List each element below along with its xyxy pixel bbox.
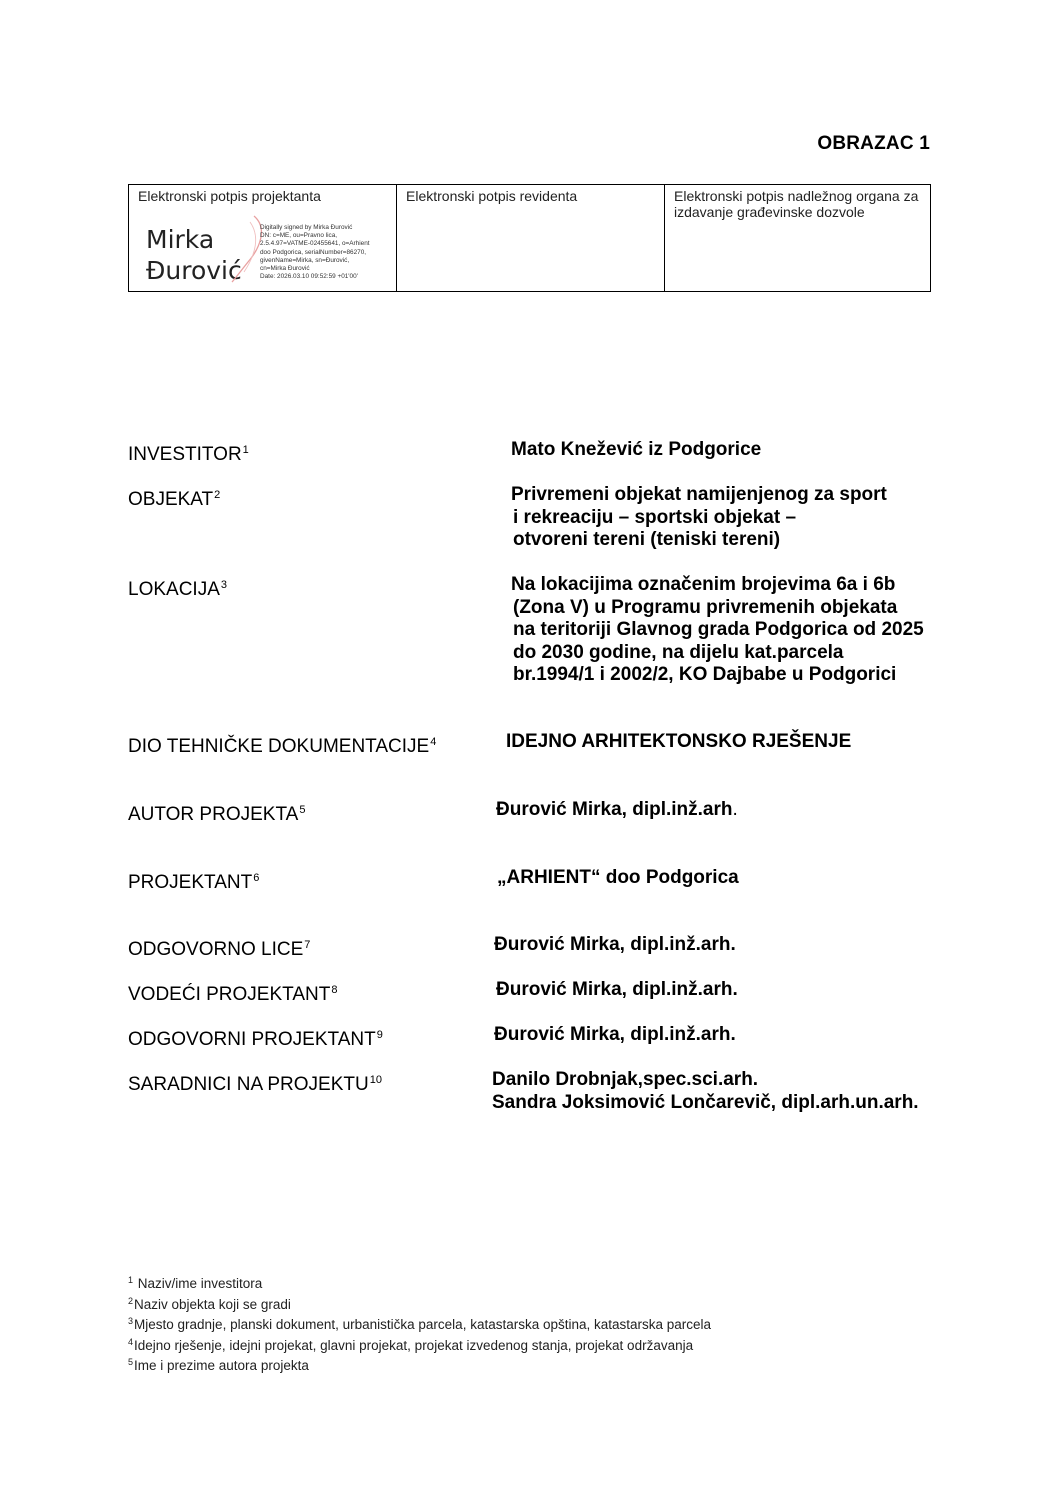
field-value: Đurović Mirka, dipl.inž.arh.	[496, 799, 738, 820]
signature-detail-line: DN: c=ME, ou=Pravno lica,	[260, 232, 338, 240]
field-value: Danilo Drobnjak,spec.sci.arh. Sandra Joksimović Lončarevič, dipl.arh.un.arh.	[492, 1069, 919, 1113]
field-value: Đurović Mirka, dipl.inž.arh.	[494, 1024, 736, 1045]
field-value: Privremeni objekat namijenjenog za sport i rekreaciju – sportski objekat – otvoreni tereni (teniski tereni)	[511, 484, 887, 550]
signature-detail-line: 2.5.4.97=VATME-02455641, o=Arhient	[260, 240, 370, 248]
digital-signature	[138, 204, 387, 284]
field-label: VODEĆI PROJEKTANT$^8$	[128, 984, 338, 1005]
reviewer-signature-cell	[397, 185, 665, 292]
signature-last-name: Đurović	[146, 256, 242, 285]
field-label: PROJEKTANT$^6$	[128, 872, 260, 893]
field-label: ODGOVORNO LICE$^7$	[128, 939, 311, 960]
field-label: OBJEKAT$^2$	[128, 489, 221, 510]
field-label: AUTOR PROJEKTA$^5$	[128, 804, 306, 825]
field-label: ODGOVORNI PROJEKTANT$^9$	[128, 1029, 383, 1050]
footnote: $^5$Ime i prezime autora projekta	[128, 1357, 309, 1373]
designer-signature-cell	[129, 185, 397, 292]
footnote: $^4$Idejno rješenje, idejni projekat, glavni projekat, projekat izvedenog stanja, projekat održavanja	[128, 1336, 694, 1353]
signature-detail-line: cn=Mirka Đurović	[260, 265, 310, 273]
field-value: „ARHIENT“ doo Podgorica	[497, 867, 739, 888]
footnotes	[128, 1272, 711, 1375]
field-value: Đurović Mirka, dipl.inž.arh.	[496, 979, 738, 1000]
form-title: OBRAZAC 1	[817, 133, 930, 154]
footnote: $^2$Naziv objekta koji se gradi	[128, 1295, 291, 1312]
authority-signature-cell	[665, 185, 931, 292]
reviewer-signature-heading: Elektronski potpis revidenta	[406, 188, 578, 204]
field-label: LOKACIJA$^3$	[128, 579, 227, 600]
field-value: Na lokacijima označenim brojevima 6a i 6b (Zona V) u Programu privremenih objekata na teritoriji Glavnog grada Podgorica od 2025 do 2030 godine, na dijelu kat.parcela br.1994/1 i 2002/2, KO Dajbabe u Podgorici	[511, 574, 924, 685]
signature-table	[128, 184, 931, 292]
signature-detail-line: givenName=Mirka, sn=Đurović,	[260, 256, 350, 264]
signature-first-name: Mirka	[146, 225, 215, 254]
signature-detail-line: doo Podgorica, serialNumber=86270,	[260, 248, 367, 256]
signature-name	[146, 224, 242, 286]
field-label: DIO TEHNIČKE DOKUMENTACIJE$^4$	[128, 736, 437, 757]
designer-signature-heading: Elektronski potpis projektanta	[138, 188, 321, 204]
signature-detail-line: Date: 2026.03.10 09:52:59 +01'00'	[260, 273, 358, 281]
field-value: IDEJNO ARHITEKTONSKO RJEŠENJE	[506, 731, 852, 752]
footnote: $^1$ Naziv/ime investitora	[128, 1275, 263, 1291]
field-label: SARADNICI NA PROJEKTU$^{10}$	[128, 1074, 382, 1095]
field-value: Đurović Mirka, dipl.inž.arh.	[494, 934, 736, 955]
footnote: $^3$Mjesto gradnje, planski dokument, urbanistička parcela, katastarska opština, katastarska parcela	[128, 1316, 712, 1332]
field-label: INVESTITOR$^1$	[128, 444, 249, 465]
signature-details	[260, 224, 380, 281]
signature-detail-line: Digitally signed by Mirka Đurović	[260, 224, 353, 231]
authority-signature-heading: Elektronski potpis nadležnog organa za izdavanje građevinske dozvole	[674, 188, 919, 220]
field-value: Mato Knežević iz Podgorice	[511, 439, 762, 460]
